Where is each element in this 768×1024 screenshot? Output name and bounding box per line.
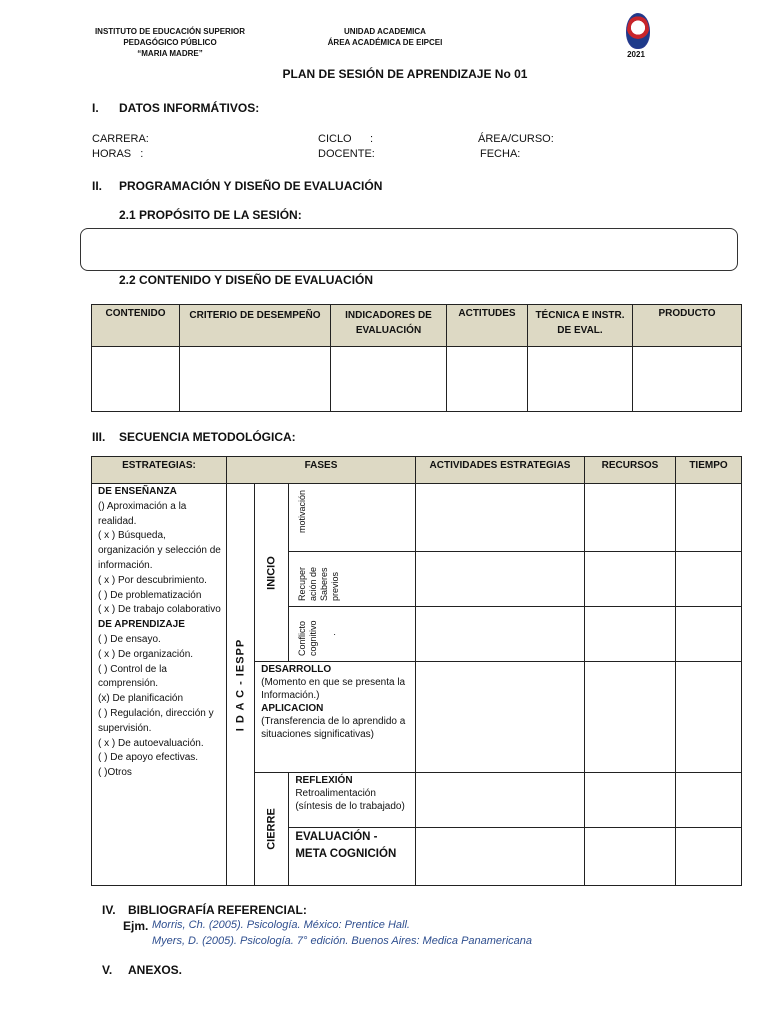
section-5-title: ANEXOS.: [128, 963, 183, 977]
section-3-title: SECUENCIA METODOLÓGICA:: [119, 430, 296, 444]
resources-cell[interactable]: [585, 552, 676, 607]
document-title: PLAN DE SESIÓN DE APRENDIZAJE No 01: [282, 67, 528, 81]
time-cell[interactable]: [676, 484, 742, 552]
cierre-phase: [255, 772, 289, 885]
header-recursos: RECURSOS: [585, 457, 676, 484]
section-5-number: V.: [102, 963, 113, 977]
resources-cell[interactable]: [585, 484, 676, 552]
header-actitudes: ACTITUDES: [447, 305, 528, 347]
activity-cell[interactable]: [416, 552, 585, 607]
time-cell[interactable]: [676, 662, 742, 772]
fecha-label: FECHA:: [480, 148, 521, 160]
cell-criterio[interactable]: [180, 347, 331, 412]
resources-cell[interactable]: [585, 827, 676, 885]
strategy-heading-aprendizaje: DE APRENDIZAJE: [98, 619, 185, 631]
resources-cell[interactable]: [585, 607, 676, 662]
resources-cell[interactable]: [585, 772, 676, 827]
recuperacion-cell: [289, 552, 416, 607]
reflexion-title: REFLEXIÓN: [295, 774, 353, 786]
header-tecnica: TÉCNICA E INSTR. DE EVAL.: [528, 305, 633, 347]
inicio-phase: [255, 484, 289, 662]
idac-column: [227, 484, 255, 886]
reference-2: Myers, D. (2005). Psicología. 7° edición. Buenos Aires: Medica Panamericana: [152, 935, 533, 947]
header-indicadores: INDICADORES DE EVALUACIÓN: [331, 305, 447, 347]
institution-name: [80, 26, 260, 59]
recuperacion-label: Recuper ación de Saberes previos: [297, 567, 341, 602]
institution-crest-icon: [626, 13, 650, 49]
section-3-number: III.: [92, 430, 106, 444]
strategy-item: ( x ) Búsqueda, organización y selección de información.: [98, 530, 221, 572]
strategy-item: ( ) De apoyo efectivas.: [98, 752, 199, 764]
activity-cell[interactable]: [416, 827, 585, 885]
aplicacion-title: APLICACION: [261, 703, 324, 715]
institution-line-2: PEDAGÓGICO PÚBLICO: [123, 38, 217, 47]
content-table-row: [92, 347, 742, 412]
conflicto-dot: .: [333, 627, 336, 638]
docente-label: DOCENTE:: [318, 148, 375, 160]
time-cell[interactable]: [676, 607, 742, 662]
activity-cell[interactable]: [416, 662, 585, 772]
content-evaluation-table: [91, 304, 742, 412]
motivacion-label: motivación: [297, 490, 308, 534]
strategy-item: ( ) Regulación, dirección y supervisión.: [98, 708, 214, 734]
cell-producto[interactable]: [633, 347, 742, 412]
section-1-title: DATOS INFORMÁTIVOS:: [119, 101, 260, 115]
strategy-heading-ensenanza: DE ENSEÑANZA: [98, 486, 177, 498]
header-criterio: CRITERIO DE DESEMPEÑO: [180, 305, 331, 347]
aplicacion-text: (Transferencia de lo aprendido a situaciones significativas): [261, 716, 406, 741]
inicio-label: INICIO: [265, 555, 278, 590]
reflexion-text: Retroalimentación (síntesis de lo trabajado): [295, 787, 405, 812]
motivacion-cell: [289, 484, 416, 552]
section-4-title: BIBLIOGRAFÍA REFERENCIAL:: [128, 903, 307, 917]
cell-tecnica[interactable]: [528, 347, 633, 412]
row-motivacion: [92, 484, 742, 552]
year: 2021: [627, 50, 645, 59]
strategy-item: ( x ) Por descubrimiento.: [98, 574, 207, 586]
activity-cell[interactable]: [416, 607, 585, 662]
header-contenido: CONTENIDO: [92, 305, 180, 347]
header-producto: PRODUCTO: [633, 305, 742, 347]
strategy-item: ( x ) De organización.: [98, 648, 194, 660]
time-cell[interactable]: [676, 772, 742, 827]
reference-1: Morris, Ch. (2005). Psicología. México: Prentice Hall.: [152, 919, 410, 931]
activity-cell[interactable]: [416, 772, 585, 827]
header-tiempo: TIEMPO: [676, 457, 742, 484]
strategy-item: ( ) Control de la comprensión.: [98, 663, 167, 690]
activity-cell[interactable]: [416, 484, 585, 552]
desarrollo-cell: [255, 662, 416, 772]
desarrollo-title: DESARROLLO: [261, 664, 332, 676]
academic-unit-line-2: ÁREA ACADÉMICA DE EIPCEI: [327, 38, 443, 47]
academic-unit-line-1: UNIDAD ACADEMICA: [344, 27, 426, 36]
section-4-number: IV.: [102, 903, 116, 917]
cell-indicadores[interactable]: [331, 347, 447, 412]
cell-contenido[interactable]: [92, 347, 180, 412]
cell-actitudes[interactable]: [447, 347, 528, 412]
strategy-item: (x) De planificación: [98, 693, 184, 705]
header-fases: FASES: [227, 457, 416, 484]
purpose-heading: 2.1 PROPÓSITO DE LA SESIÓN:: [119, 208, 302, 222]
header-estrategias: ESTRATEGIAS:: [92, 457, 227, 484]
section-2-title: PROGRAMACIÓN Y DISEÑO DE EVALUACIÓN: [119, 179, 383, 193]
purpose-box[interactable]: [80, 228, 738, 271]
time-cell[interactable]: [676, 552, 742, 607]
academic-unit: [300, 26, 470, 48]
content-design-heading: 2.2 CONTENIDO Y DISEÑO DE EVALUACIÓN: [119, 273, 374, 287]
idac-label: I D A C - IESPP: [234, 638, 247, 731]
horas-label: HORAS :: [92, 148, 144, 160]
strategy-item: ( x ) De autoevaluación.: [98, 737, 204, 749]
strategy-item: ( ) De ensayo.: [98, 634, 161, 646]
ciclo-label: CICLO :: [318, 133, 374, 145]
resources-cell[interactable]: [585, 662, 676, 772]
cierre-label: CIERRE: [265, 808, 278, 850]
institution-line-3: “MARIA MADRE”: [137, 49, 203, 58]
section-1-number: I.: [92, 101, 99, 115]
conflicto-label: Conflicto cognitivo: [297, 620, 319, 657]
carrera-label: CARRERA:: [92, 133, 149, 145]
methodology-header-row: [92, 457, 742, 484]
strategies-list: [92, 484, 227, 886]
time-cell[interactable]: [676, 827, 742, 885]
header-actividades: ACTIVIDADES ESTRATEGIAS: [416, 457, 585, 484]
desarrollo-text: (Momento en que se presenta la Información.): [261, 677, 406, 702]
area-curso-label: ÁREA/CURSO:: [478, 133, 554, 145]
evaluacion-cell: EVALUACIÓN - META COGNICIÓN: [289, 827, 416, 885]
strategy-item: ( )Otros: [98, 767, 132, 779]
section-2-number: II.: [92, 179, 103, 193]
strategy-item: ( x ) De trabajo colaborativo: [98, 604, 221, 616]
reflexion-cell: [289, 772, 416, 827]
strategy-item: ( ) De problematización: [98, 589, 202, 601]
conflicto-cell: [289, 607, 416, 662]
institution-line-1: INSTITUTO DE EDUCACIÓN SUPERIOR: [94, 27, 246, 36]
methodology-table: [91, 456, 742, 886]
example-label: Ejm.: [123, 919, 149, 933]
content-table-header-row: [92, 305, 742, 347]
strategy-item: () Aproximación a la realidad.: [98, 500, 187, 527]
